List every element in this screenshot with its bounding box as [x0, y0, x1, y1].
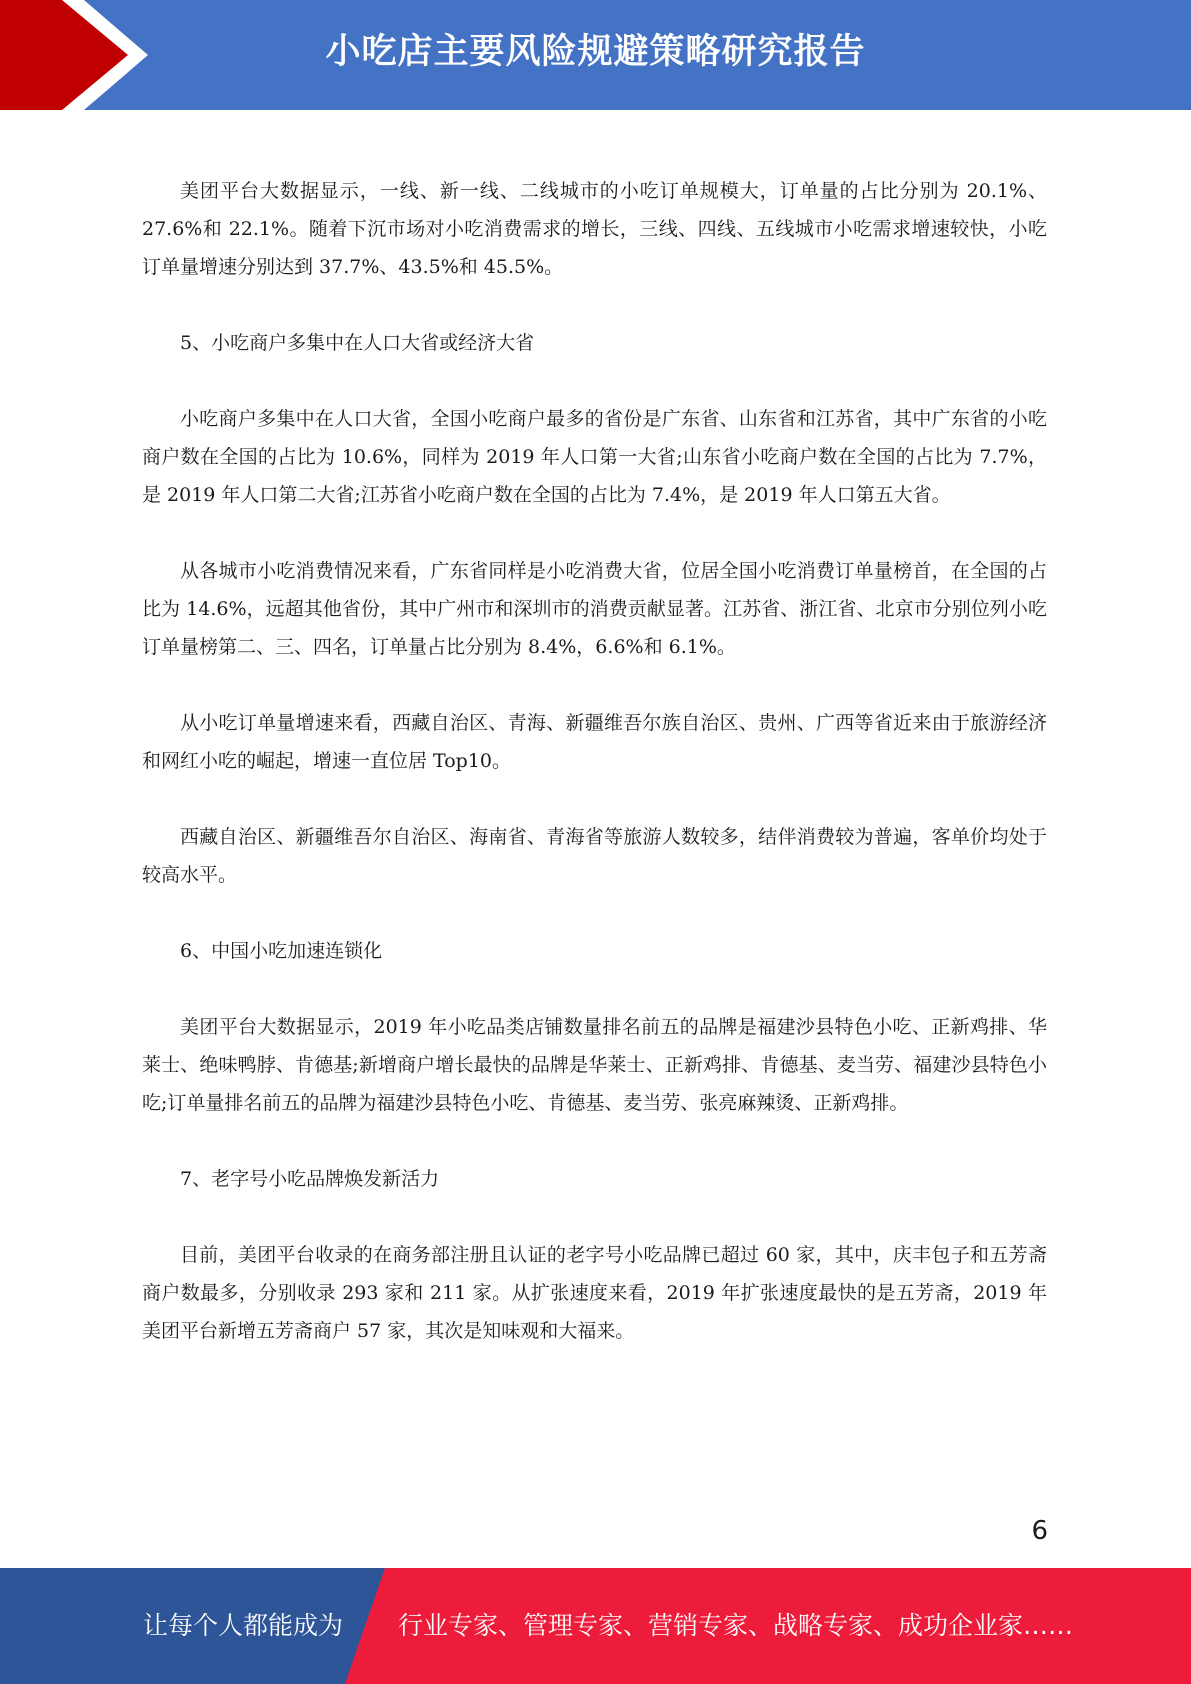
paragraph-heritage-brands: 目前，美团平台收录的在商务部注册且认证的老字号小吃品牌已超过 60 家，其中，庆丰包子和五芳斋商户数最多，分别收录 293 家和 211 家。从扩张速度来看，2019 年扩张速度最快的是五芳斋，2019 年美团平台新增五芳斋商户 57 家，其次是知味观和大福来。	[142, 1244, 1047, 1342]
section-heading-7: 7、老字号小吃品牌焕发新活力	[180, 1168, 440, 1190]
footer-slogan-right: 行业专家、管理专家、营销专家、战略专家、成功企业家……	[398, 1611, 1074, 1640]
report-title: 小吃店主要风险规避策略研究报告	[325, 32, 866, 72]
paragraph-city-orders: 美团平台大数据显示，一线、新一线、二线城市的小吃订单规模大，订单量的占比分别为 20.1%、27.6%和 22.1%。随着下沉市场对小吃消费需求的增长，三线、四线、五线城市小吃需求增速较快，小吃订单量增速分别达到 37.7%、43.5%和 45.5%。	[142, 180, 1047, 278]
footer-slogan-left: 让每个人都能成为	[143, 1611, 344, 1640]
section-heading-5: 5、小吃商户多集中在人口大省或经济大省	[180, 332, 535, 354]
page-header	[0, 0, 1191, 110]
paragraph-city-consumption: 从各城市小吃消费情况来看，广东省同样是小吃消费大省，位居全国小吃消费订单量榜首，在全国的占比为 14.6%，远超其他省份，其中广州市和深圳市的消费贡献显著。江苏省、浙江省、北京市分别位列小吃订单量榜第二、三、四名，订单量占比分别为 8.4%，6.6%和 6.1%。	[142, 560, 1047, 658]
page-number: 6	[1031, 1516, 1048, 1546]
paragraph-province-merchants: 小吃商户多集中在人口大省，全国小吃商户最多的省份是广东省、山东省和江苏省，其中广东省的小吃商户数在全国的占比为 10.6%，同样为 2019 年人口第一大省;山东省小吃商户数在全国的占比为 7.7%，是 2019 年人口第二大省;江苏省小吃商户数在全国的占比为 7.4%，是 2019 年人口第五大省。	[142, 408, 1047, 506]
document-body	[142, 172, 1047, 1388]
page-footer	[0, 1568, 1191, 1684]
paragraph-chain-brands: 美团平台大数据显示，2019 年小吃品类店铺数量排名前五的品牌是福建沙县特色小吃、正新鸡排、华莱士、绝味鸭脖、肯德基;新增商户增长最快的品牌是华莱士、正新鸡排、肯德基、麦当劳、福建沙县特色小吃;订单量排名前五的品牌为福建沙县特色小吃、肯德基、麦当劳、张亮麻辣烫、正新鸡排。	[142, 1016, 1047, 1114]
section-heading-6: 6、中国小吃加速连锁化	[180, 940, 383, 962]
paragraph-tourism-spending: 西藏自治区、新疆维吾尔自治区、海南省、青海省等旅游人数较多，结伴消费较为普遍，客单价均处于较高水平。	[142, 826, 1047, 886]
paragraph-order-growth: 从小吃订单量增速来看，西藏自治区、青海、新疆维吾尔族自治区、贵州、广西等省近来由于旅游经济和网红小吃的崛起，增速一直位居 Top10。	[142, 712, 1047, 772]
